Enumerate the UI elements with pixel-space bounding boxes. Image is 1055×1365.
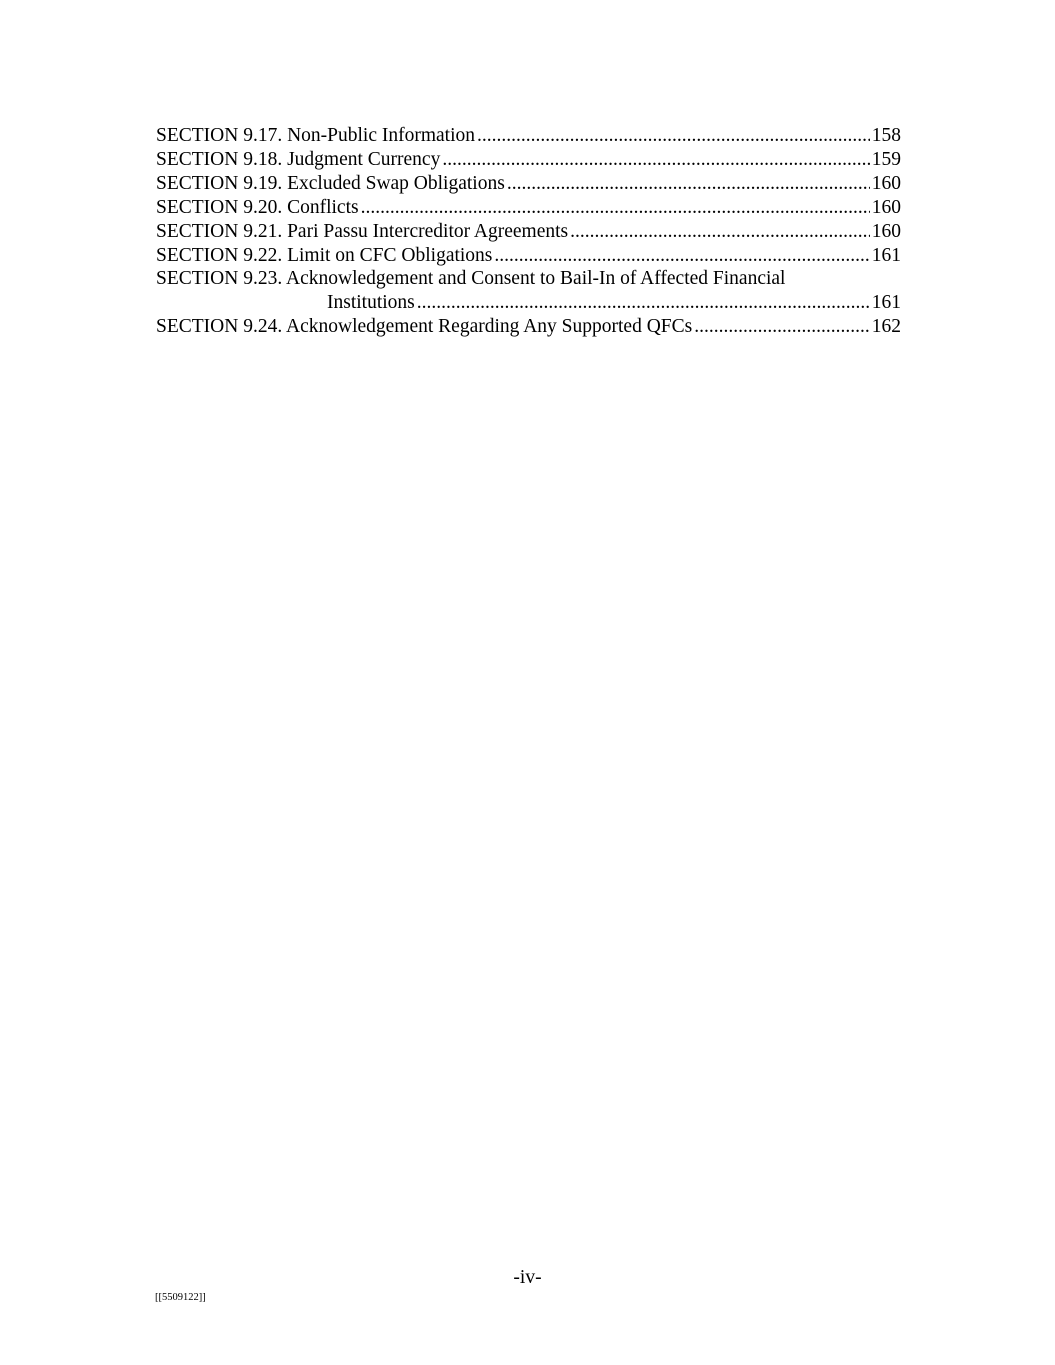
toc-entry-title-continued: Institutions [327,292,415,314]
page-number: -iv- [513,1267,542,1288]
toc-entry-page: 158 [871,125,901,146]
toc-entry-page: 160 [871,172,901,194]
toc-entry-9-22 [156,244,901,268]
toc-entry-9-24 [156,315,901,339]
toc-entry-9-20 [156,196,901,220]
toc-entry-9-23 [156,267,901,315]
dot-leader [477,124,870,148]
toc-entry-9-19 [156,172,901,196]
toc-entry-page: 159 [871,148,901,170]
dot-leader [694,315,870,339]
toc-entry-9-17 [156,124,901,148]
toc-entry-title: SECTION 9.24. Acknowledgement Regarding Any Supported QFCs [156,316,693,338]
toc-entry-9-18 [156,148,901,172]
document-id: [[5509122]] [155,1292,206,1303]
toc-entry-page: 160 [871,196,901,218]
toc-entry-title: SECTION 9.19. Excluded Swap Obligations [156,172,505,194]
toc-entry-title: SECTION 9.18. Judgment Currency [156,148,441,170]
dot-leader [442,148,869,172]
toc-entry-page: 162 [871,316,901,338]
toc-entry-title: SECTION 9.17. Non-Public Information [156,125,476,146]
table-of-contents [156,124,901,339]
toc-entry-page: 161 [871,244,901,266]
toc-entry-title: SECTION 9.22. Limit on CFC Obligations [156,244,493,266]
toc-entry-title: SECTION 9.20. Conflicts [156,196,359,218]
dot-leader [494,244,869,268]
toc-entry-page: 161 [871,292,901,314]
toc-entry-9-21 [156,220,901,244]
dot-leader [417,291,870,315]
dot-leader [507,172,870,196]
toc-entry-page: 160 [871,220,901,242]
toc-entry-continuation [156,291,901,315]
dot-leader [570,220,870,244]
dot-leader [361,196,870,220]
toc-entry-title: SECTION 9.21. Pari Passu Intercreditor Agreements [156,220,569,242]
toc-entry-title: SECTION 9.23. Acknowledgement and Consent to Bail-In of Affected Financial [156,268,786,290]
